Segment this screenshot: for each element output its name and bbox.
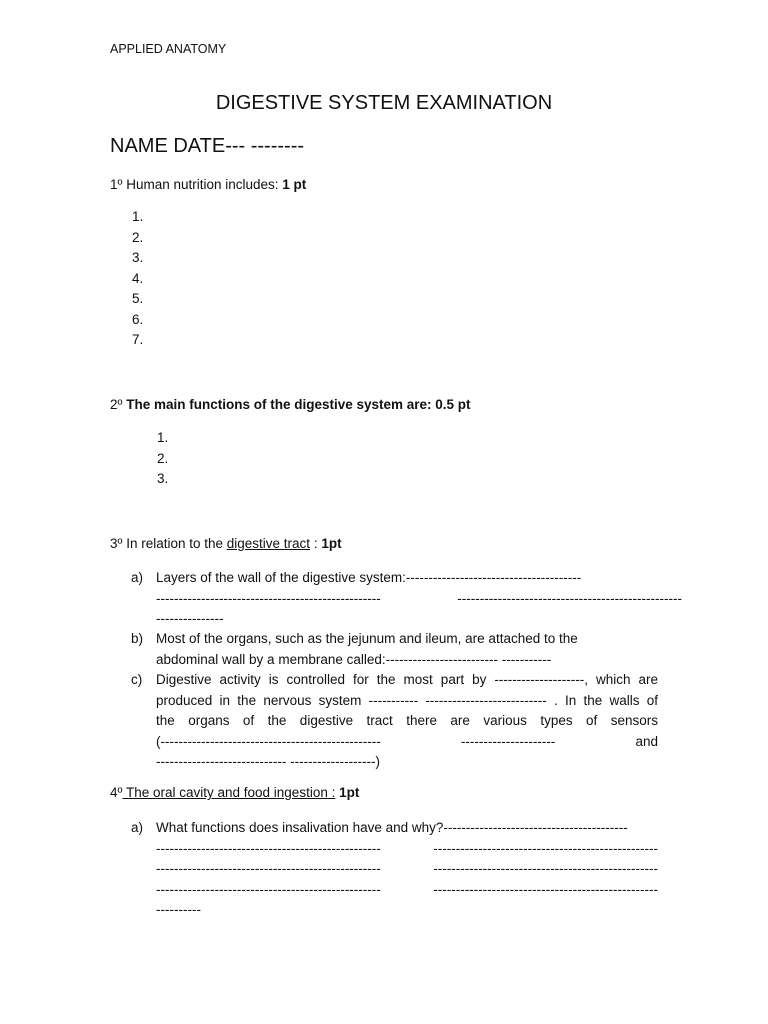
- name-date-line: NAME DATE--- --------: [110, 135, 305, 157]
- list-item: 2.: [132, 229, 144, 245]
- question-1-answer-list: [132, 207, 143, 351]
- question-3a-label: a): [131, 570, 144, 585]
- question-4-number: 4º: [110, 785, 123, 800]
- question-4a: What functions does insalivation have and why?----------------------------------------- -------------------------------------------------- -------------------------------------------------- -------------------------------------------------- -------------------------------------------------- -------------------------------------------------- -------------------------------------------------- ----------: [156, 820, 658, 917]
- question-4a-label: a): [131, 820, 144, 835]
- question-1: [110, 177, 306, 192]
- question-3: 3º In relation to the digestive tract : 1pt: [110, 536, 342, 551]
- question-1-points: 1 pt: [282, 177, 307, 192]
- question-3c-label: c): [131, 672, 143, 687]
- list-item: 2.: [157, 450, 169, 466]
- question-3-topic: digestive tract: [226, 536, 311, 551]
- question-3c: Digestive activity is controlled for the most part by --------------------, which are produced in the nervous system ----------- --------------------------- . In the walls of the organs of the digestive tract there are various types of sensors (------------------------------------------------- --------------------- and ----------------------------- -------------------): [156, 672, 658, 769]
- list-item: 3.: [132, 250, 144, 265]
- exam-title: DIGESTIVE SYSTEM EXAMINATION: [215, 92, 553, 114]
- list-item: 1.: [132, 209, 144, 224]
- document-header: APPLIED ANATOMY: [110, 42, 227, 56]
- list-item: 1.: [157, 430, 169, 445]
- list-item: 3.: [157, 471, 169, 486]
- question-2: [110, 397, 471, 412]
- question-4-topic: The oral cavity and food ingestion :: [122, 785, 336, 800]
- question-4-points: 1pt: [339, 785, 360, 800]
- question-3a: Layers of the wall of the digestive system:--------------------------------------- -------------------------------------------------- -------------------------------------------------- ---------------: [156, 570, 682, 626]
- list-item: 6.: [132, 311, 144, 327]
- question-3-points: 1pt: [321, 536, 342, 551]
- question-1-text: 1º Human nutrition includes:: [110, 177, 283, 192]
- question-3b-label: b): [131, 631, 144, 646]
- question-4: [110, 785, 359, 800]
- list-item: 5.: [132, 291, 144, 306]
- question-3b: Most of the organs, such as the jejunum and ileum, are attached to the abdominal wall by a membrane called:------------------------- -----------: [156, 631, 578, 667]
- question-3-text: 3º In relation to the: [110, 536, 227, 551]
- list-item: 7.: [132, 332, 144, 347]
- list-item: 4.: [132, 270, 144, 286]
- question-2-number: 2º: [110, 397, 127, 412]
- question-2-text: The main functions of the digestive system are: 0.5 pt: [126, 397, 471, 412]
- question-2-answer-list: [157, 428, 168, 490]
